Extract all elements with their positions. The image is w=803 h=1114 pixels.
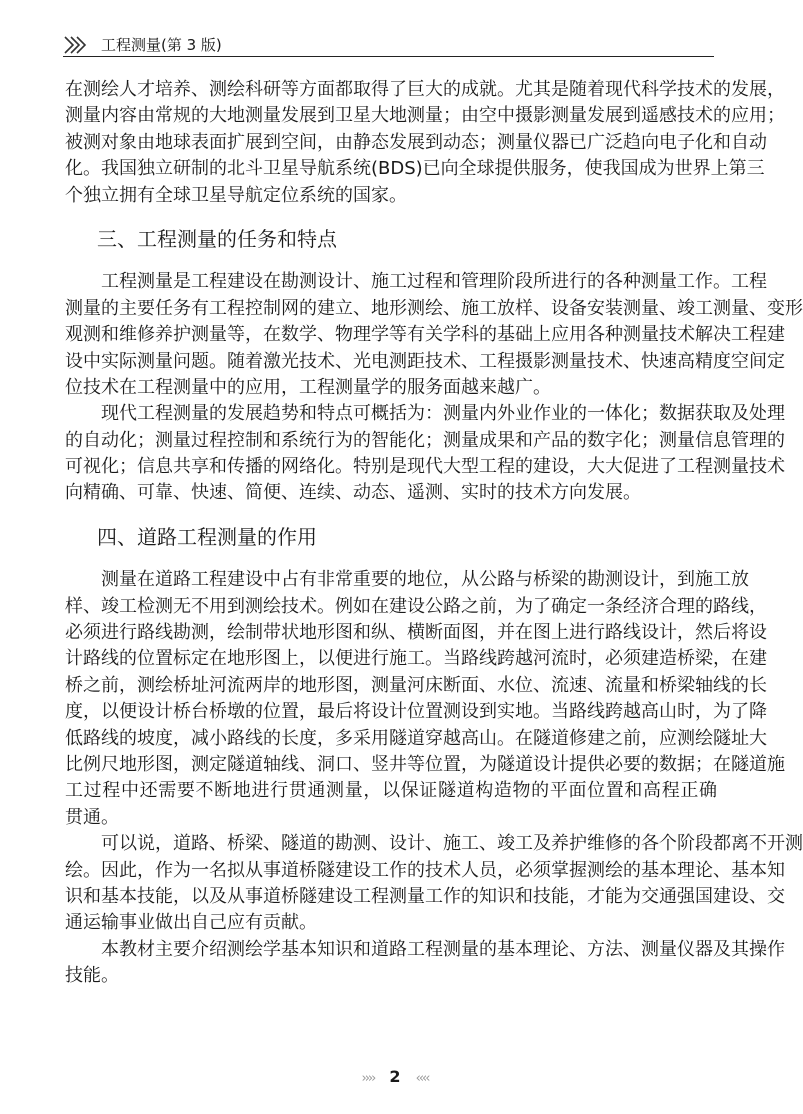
text-line: 低路线的坡度，减小路线的长度，多采用隧道穿越高山。在隧道修建之前，应测绘隧址大 (65, 727, 767, 749)
text-line: 技能。 (65, 965, 119, 987)
right-ornament-icon: ‹‹‹‹ (415, 1071, 429, 1086)
text-line: 被测对象由地球表面扩展到空间，由静态发展到动态；测量仪器已广泛趋向电子化和自动 (65, 131, 767, 153)
text-line: 本教材主要介绍测绘学基本知识和道路工程测量的基本理论、方法、测量仪器及其操作 (101, 938, 785, 960)
text-line: 贯通。 (65, 806, 119, 828)
text-line: 样、竣工检测无不用到测绘技术。例如在建设公路之前，为了确定一条经济合理的路线， (65, 595, 767, 617)
paragraph (65, 269, 803, 401)
page-footer (0, 1066, 790, 1090)
running-header (63, 34, 714, 57)
text-line: 测量的主要任务有工程控制网的建立、地形测绘、施工放样、设备安装测量、竣工测量、变形 (65, 297, 803, 319)
text-line: 观测和维修养护测量等，在数学、物理学等有关学科的基础上应用各种测量技术解决工程建 (65, 324, 785, 346)
text-line: 比例尺地形图，测定隧道轴线、洞口、竖井等位置，为隧道设计提供必要的数据；在隧道施 (65, 753, 785, 775)
paragraph (65, 937, 785, 990)
text-line: 工过程中还需要不断地进行贯通测量，以保证隧道构造物的平面位置和高程正确 (65, 780, 717, 802)
text-line: 计路线的位置标定在地形图上，以便进行施工。当路线跨越河流时，必须建造桥梁，在建 (65, 648, 767, 670)
text-line: 向精确、可靠、快速、简便、连续、动态、遥测、实时的技术方向发展。 (65, 482, 641, 504)
book-title: 工程测量(第 3 版) (101, 36, 222, 54)
text-line: 的自动化；测量过程控制和系统行为的智能化；测量成果和产品的数字化；测量信息管理的 (65, 429, 785, 451)
paragraph (65, 831, 803, 937)
text-line: 识和基本技能，以及从事道桥隧建设工程测量工作的知识和技能，才能为交通强国建设、交 (65, 885, 785, 907)
chevron-ornament-icon (63, 36, 93, 54)
page-body (65, 77, 803, 990)
section-heading: 四、道路工程测量的作用 (97, 524, 317, 549)
paragraph (65, 401, 785, 507)
section-heading: 三、工程测量的任务和特点 (97, 226, 337, 251)
text-line: 测量内容由常规的大地测量发展到卫星大地测量；由空中摄影测量发展到遥感技术的应用； (65, 105, 785, 127)
text-line: 通运输事业做出自己应有贡献。 (65, 912, 317, 934)
text-line: 必须进行路线勘测，绘制带状地形图和纵、横断面图，并在图上进行路线设计，然后将设 (65, 622, 767, 644)
paragraph (65, 567, 785, 831)
text-line: 位技术在工程测量中的应用，工程测量学的服务面越来越广。 (65, 376, 551, 398)
text-line: 测量在道路工程建设中占有非常重要的地位，从公路与桥梁的勘测设计，到施工放 (101, 569, 749, 591)
page-number: 2 (389, 1067, 401, 1086)
text-line: 可视化；信息共享和传播的网络化。特别是现代大型工程的建设，大大促进了工程测量技术 (65, 456, 785, 478)
text-line: 工程测量是工程建设在勘测设计、施工过程和管理阶段所进行的各种测量工作。工程 (101, 271, 767, 293)
text-line: 化。我国独立研制的北斗卫星导航系统(BDS)已向全球提供服务，使我国成为世界上第三 (65, 158, 765, 180)
text-line: 桥之前，测绘桥址河流两岸的地形图，测量河床断面、水位、流速、流量和桥梁轴线的长 (65, 674, 767, 696)
text-line: 度，以便设计桥台桥墩的位置，最后将设计位置测设到实地。当路线跨越高山时，为了降 (65, 701, 767, 723)
text-line: 可以说，道路、桥梁、隧道的勘测、设计、施工、竣工及养护维修的各个阶段都离不开测 (101, 833, 803, 855)
paragraph (65, 77, 785, 209)
text-line: 设中实际测量问题。随着激光技术、光电测距技术、工程摄影测量技术、快速高精度空间定 (65, 350, 785, 372)
text-line: 个独立拥有全球卫星导航定位系统的国家。 (65, 184, 407, 206)
text-line: 在测绘人才培养、测绘科研等方面都取得了巨大的成就。尤其是随着现代科学技术的发展， (65, 79, 785, 100)
left-ornament-icon: ›››› (361, 1071, 375, 1086)
text-line: 绘。因此，作为一名拟从事道桥隧建设工作的技术人员，必须掌握测绘的基本理论、基本知 (65, 859, 785, 881)
text-line: 现代工程测量的发展趋势和特点可概括为：测量内外业作业的一体化；数据获取及处理 (101, 403, 785, 425)
